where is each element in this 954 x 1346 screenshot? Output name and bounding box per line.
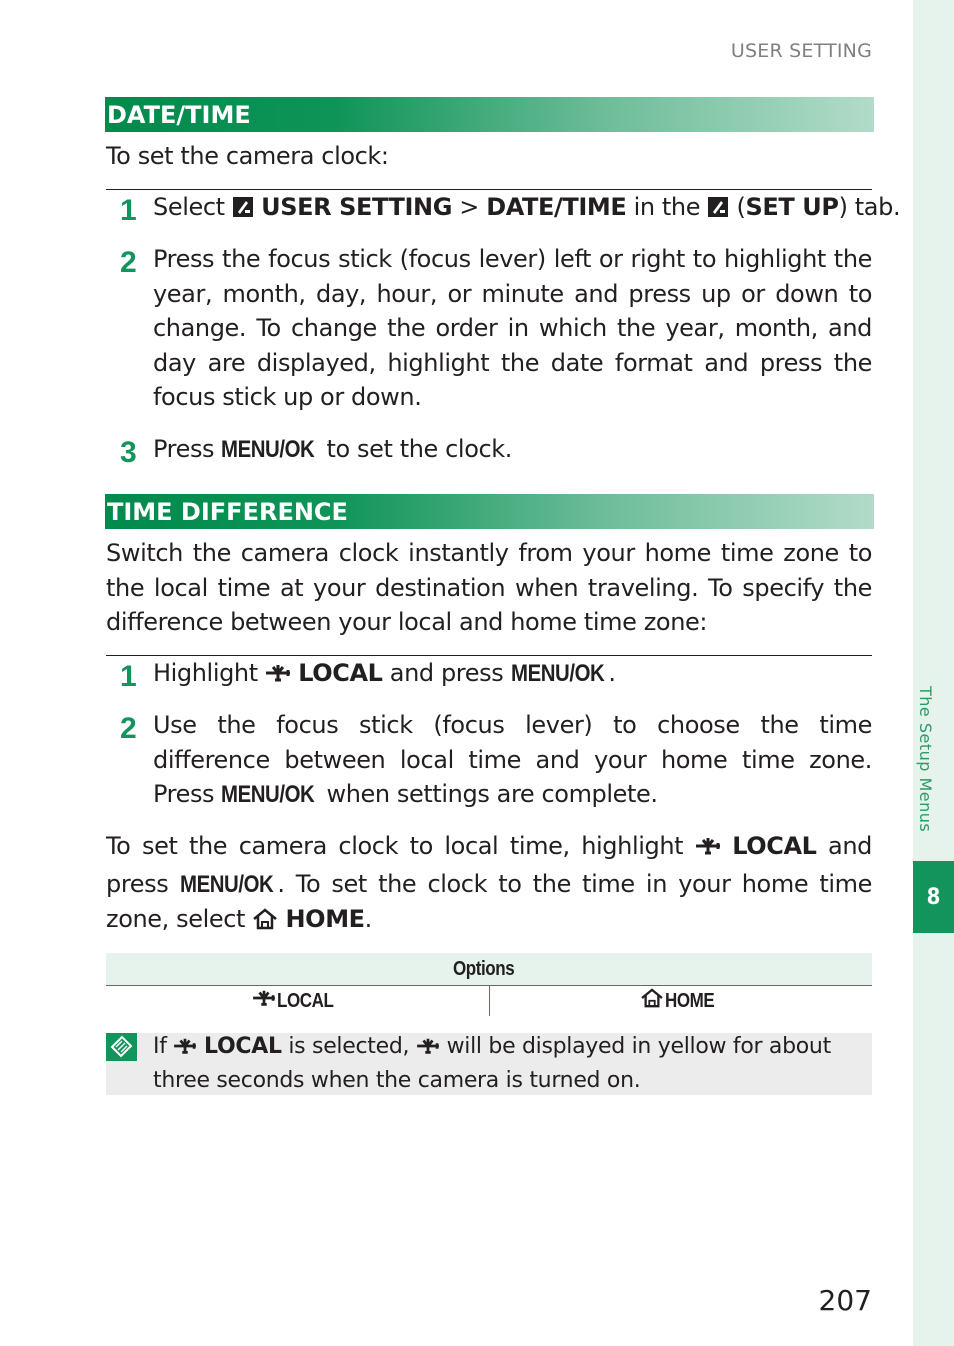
airplane-icon (695, 832, 721, 867)
options-table (106, 953, 872, 1016)
text: and press (382, 659, 511, 687)
options-header-text: Options (452, 958, 515, 980)
step-number: 1 (120, 660, 137, 693)
user-setting-icon (232, 193, 254, 228)
home-icon (639, 988, 665, 1014)
options-cell-home (489, 986, 873, 1016)
text: If (153, 1034, 174, 1059)
text: . (608, 659, 616, 687)
text: will be displayed in yellow for about three seconds when the camera is turned on. (153, 1034, 831, 1093)
chapter-number-tab[interactable]: 8 (913, 861, 954, 933)
text: > (452, 193, 487, 221)
text: Press (153, 435, 222, 463)
step-number: 3 (120, 436, 137, 469)
date-time-step-1 (153, 190, 901, 228)
date-time-intro: To set the camera clock: (106, 142, 389, 170)
time-difference-intro: Switch the camera clock instantly from your home time zone to the local time at your destination when traveling. To specify the difference between your local and home time zone: (106, 539, 872, 636)
section-heading-text: TIME DIFFERENCE (107, 497, 348, 526)
text: ( (729, 193, 746, 221)
options-table-header (106, 953, 872, 986)
tab-name-set-up: SET UP (745, 193, 839, 221)
text: in the (626, 193, 708, 221)
menu-item-date-time: DATE/TIME (486, 193, 627, 221)
text: and press (106, 832, 873, 898)
text: is selected, (281, 1034, 416, 1059)
options-table-row (106, 986, 872, 1016)
text: to set the clock. (319, 435, 512, 463)
menu-ok-button-label: MENU/OK (221, 781, 315, 808)
options-cell-local (106, 986, 489, 1016)
section-heading-text: DATE/TIME (107, 100, 251, 129)
running-head: USER SETTING (730, 40, 872, 62)
section-heading-time-difference (105, 494, 874, 529)
date-time-step-2: Press the focus stick (focus lever) left or right to highlight the year, month, day, hour, or minute and press up or down to change. To change the order in which the year, month, and day are displayed, highlight the date format and press the focus stick up or down. (153, 245, 872, 411)
option-local: LOCAL (732, 832, 817, 860)
menu-ok-button-label: MENU/OK (179, 870, 273, 898)
note-icon (106, 1033, 137, 1061)
time-difference-step-1 (153, 656, 872, 694)
step-number: 2 (120, 246, 137, 279)
section-heading-date-time (105, 97, 874, 132)
note-text (153, 1031, 869, 1096)
home-icon (252, 905, 278, 940)
text: when settings are complete. (319, 780, 658, 808)
text: Use the focus stick (focus lever) to choose the time difference between local time and your home time zone. Press (153, 711, 872, 808)
chapter-sidebar (913, 0, 954, 1346)
option-local-label: LOCAL (277, 989, 334, 1012)
airplane-icon (265, 659, 291, 694)
airplane-icon (251, 988, 277, 1014)
chapter-title: The Setup Menus (916, 686, 935, 833)
airplane-icon (416, 1034, 440, 1065)
text: ) tab. (838, 193, 901, 221)
option-local: LOCAL (298, 659, 383, 687)
text: . (364, 905, 372, 933)
page-number: 207 (818, 1284, 872, 1317)
menu-ok-button-label: MENU/OK (221, 436, 315, 463)
time-difference-paragraph (106, 829, 872, 940)
text: Highlight (153, 659, 265, 687)
text: Select (153, 193, 232, 221)
note-box (106, 1033, 872, 1095)
airplane-icon (173, 1034, 197, 1065)
step-number: 1 (120, 194, 137, 227)
step-number: 2 (120, 712, 137, 745)
menu-name-user-setting: USER SETTING (261, 193, 453, 221)
option-home-label: HOME (664, 989, 715, 1012)
setup-tab-icon (707, 193, 729, 228)
text: . To set the clock to the time in your home time zone, select (106, 869, 872, 933)
option-local: LOCAL (204, 1034, 282, 1059)
menu-ok-button-label: MENU/OK (510, 660, 604, 687)
option-home: HOME (285, 905, 365, 933)
date-time-step-3 (153, 432, 872, 468)
text: To set the camera clock to local time, highlight (106, 832, 695, 860)
time-difference-step-2 (153, 708, 872, 813)
